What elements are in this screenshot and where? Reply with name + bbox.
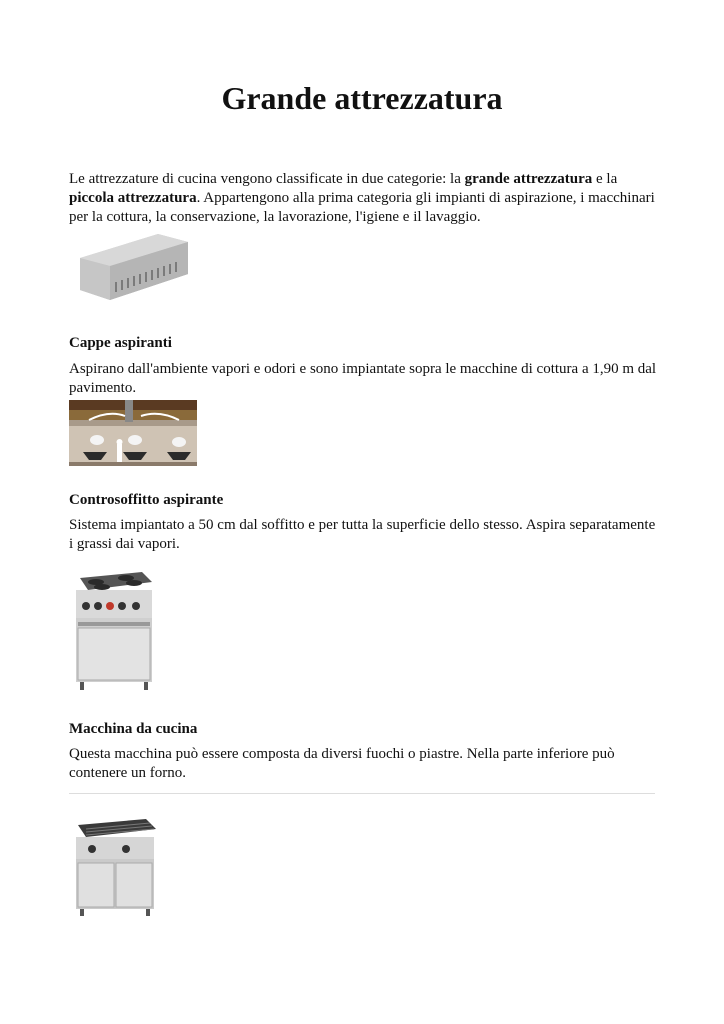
section-heading-macchina: Macchina da cucina (69, 721, 198, 737)
section-heading-controsoffitto: Controsoffitto aspirante (69, 492, 224, 508)
hood-image (70, 230, 190, 308)
grill-image (72, 815, 158, 917)
section-text-cappe: Aspirano dall'ambiente vapori e odori e sono impiantate sopra le macchine di cottura a 1,90 m dal pavimento. (69, 361, 657, 396)
divider (69, 793, 655, 794)
intro-text-2: e la (592, 171, 618, 187)
section-heading-cappe: Cappe aspiranti (69, 335, 172, 351)
intro-text-3: . Appartengono alla prima categoria gli impianti di aspirazione, i macchinari per la cottura, la conservazione, la lavorazione, l'igiene e il lavaggio. (69, 190, 655, 225)
intro-paragraph (69, 170, 659, 227)
intro-bold-piccola: piccola attrezzatura (69, 190, 197, 206)
intro-bold-grande: grande attrezzatura (464, 171, 593, 187)
section-text-controsoffitto: Sistema impiantato a 50 cm dal soffitto e per tutta la superficie dello stesso. Aspira separatamente i grassi dai vapori. (69, 517, 656, 552)
intro-text-1: Le attrezzature di cucina vengono classificate in due categorie: la (69, 171, 465, 187)
section-text-macchina: Questa macchina può essere composta da diversi fuochi o piastre. Nella parte inferiore può contenere un forno. (69, 746, 615, 781)
stove-image (72, 560, 154, 692)
page-title: Grande attrezzatura (221, 80, 503, 116)
ceiling-image (69, 400, 197, 466)
